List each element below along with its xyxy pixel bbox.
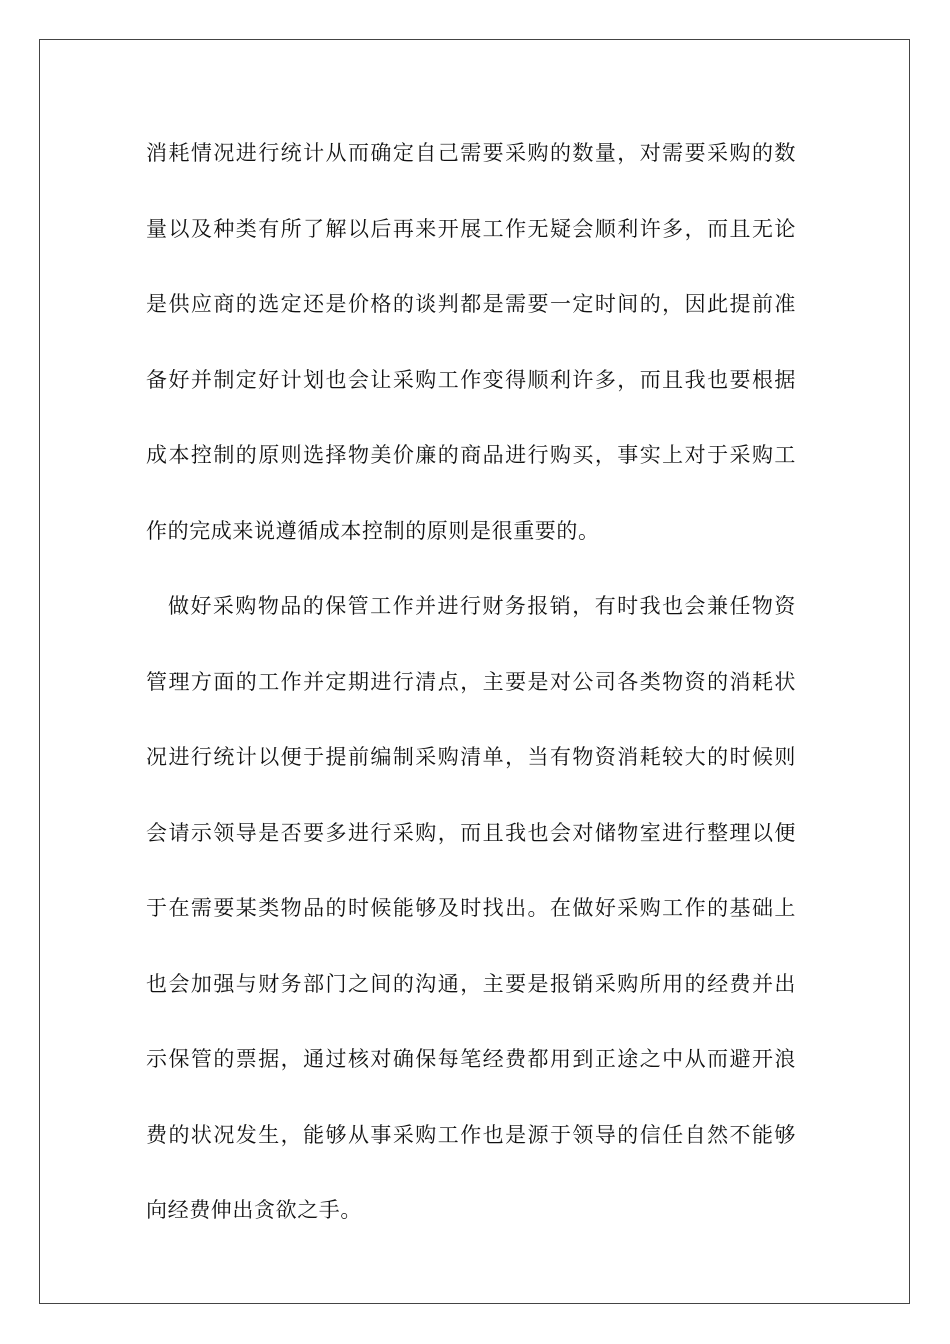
paragraph-1 [146, 131, 796, 584]
text-line: 做好采购物品的保管工作并进行财务报销，有时我也会兼任物资 [168, 594, 796, 618]
text-line: 管理方面的工作并定期进行清点，主要是对公司各类物资的消耗状 [146, 669, 796, 694]
text-line: 作的完成来说遵循成本控制的原则是很重要的。 [146, 518, 600, 543]
text-line: 示保管的票据，通过核对确保每笔经费都用到正途之中从而避开浪 [146, 1047, 796, 1071]
text-line: 向经费伸出贪欲之手。 [146, 1198, 362, 1222]
text-line: 备好并制定好计划也会让采购工作变得顺利许多，而且我也要根据 [146, 367, 796, 392]
text-line: 量以及种类有所了解以后再来开展工作无疑会顺利许多，而且无论 [146, 216, 796, 241]
text-line: 也会加强与财务部门之间的沟通，主要是报销采购所用的经费并出 [146, 971, 796, 996]
document-body [146, 131, 796, 1264]
text-line: 成本控制的原则选择物美价廉的商品进行购买，事实上对于采购工 [146, 443, 796, 467]
text-line: 费的状况发生，能够从事采购工作也是源于领导的信任自然不能够 [146, 1122, 796, 1147]
text-line: 消耗情况进行统计从而确定自己需要采购的数量，对需要采购的数 [146, 141, 796, 165]
text-line: 于在需要某类物品的时候能够及时找出。在做好采购工作的基础上 [146, 896, 796, 920]
text-line: 是供应商的选定还是价格的谈判都是需要一定时间的，因此提前准 [146, 292, 796, 316]
text-line: 会请示领导是否要多进行采购，而且我也会对储物室进行整理以便 [146, 820, 796, 845]
paragraph-2 [146, 584, 796, 1264]
text-line: 况进行统计以便于提前编制采购清单，当有物资消耗较大的时候则 [146, 745, 796, 769]
